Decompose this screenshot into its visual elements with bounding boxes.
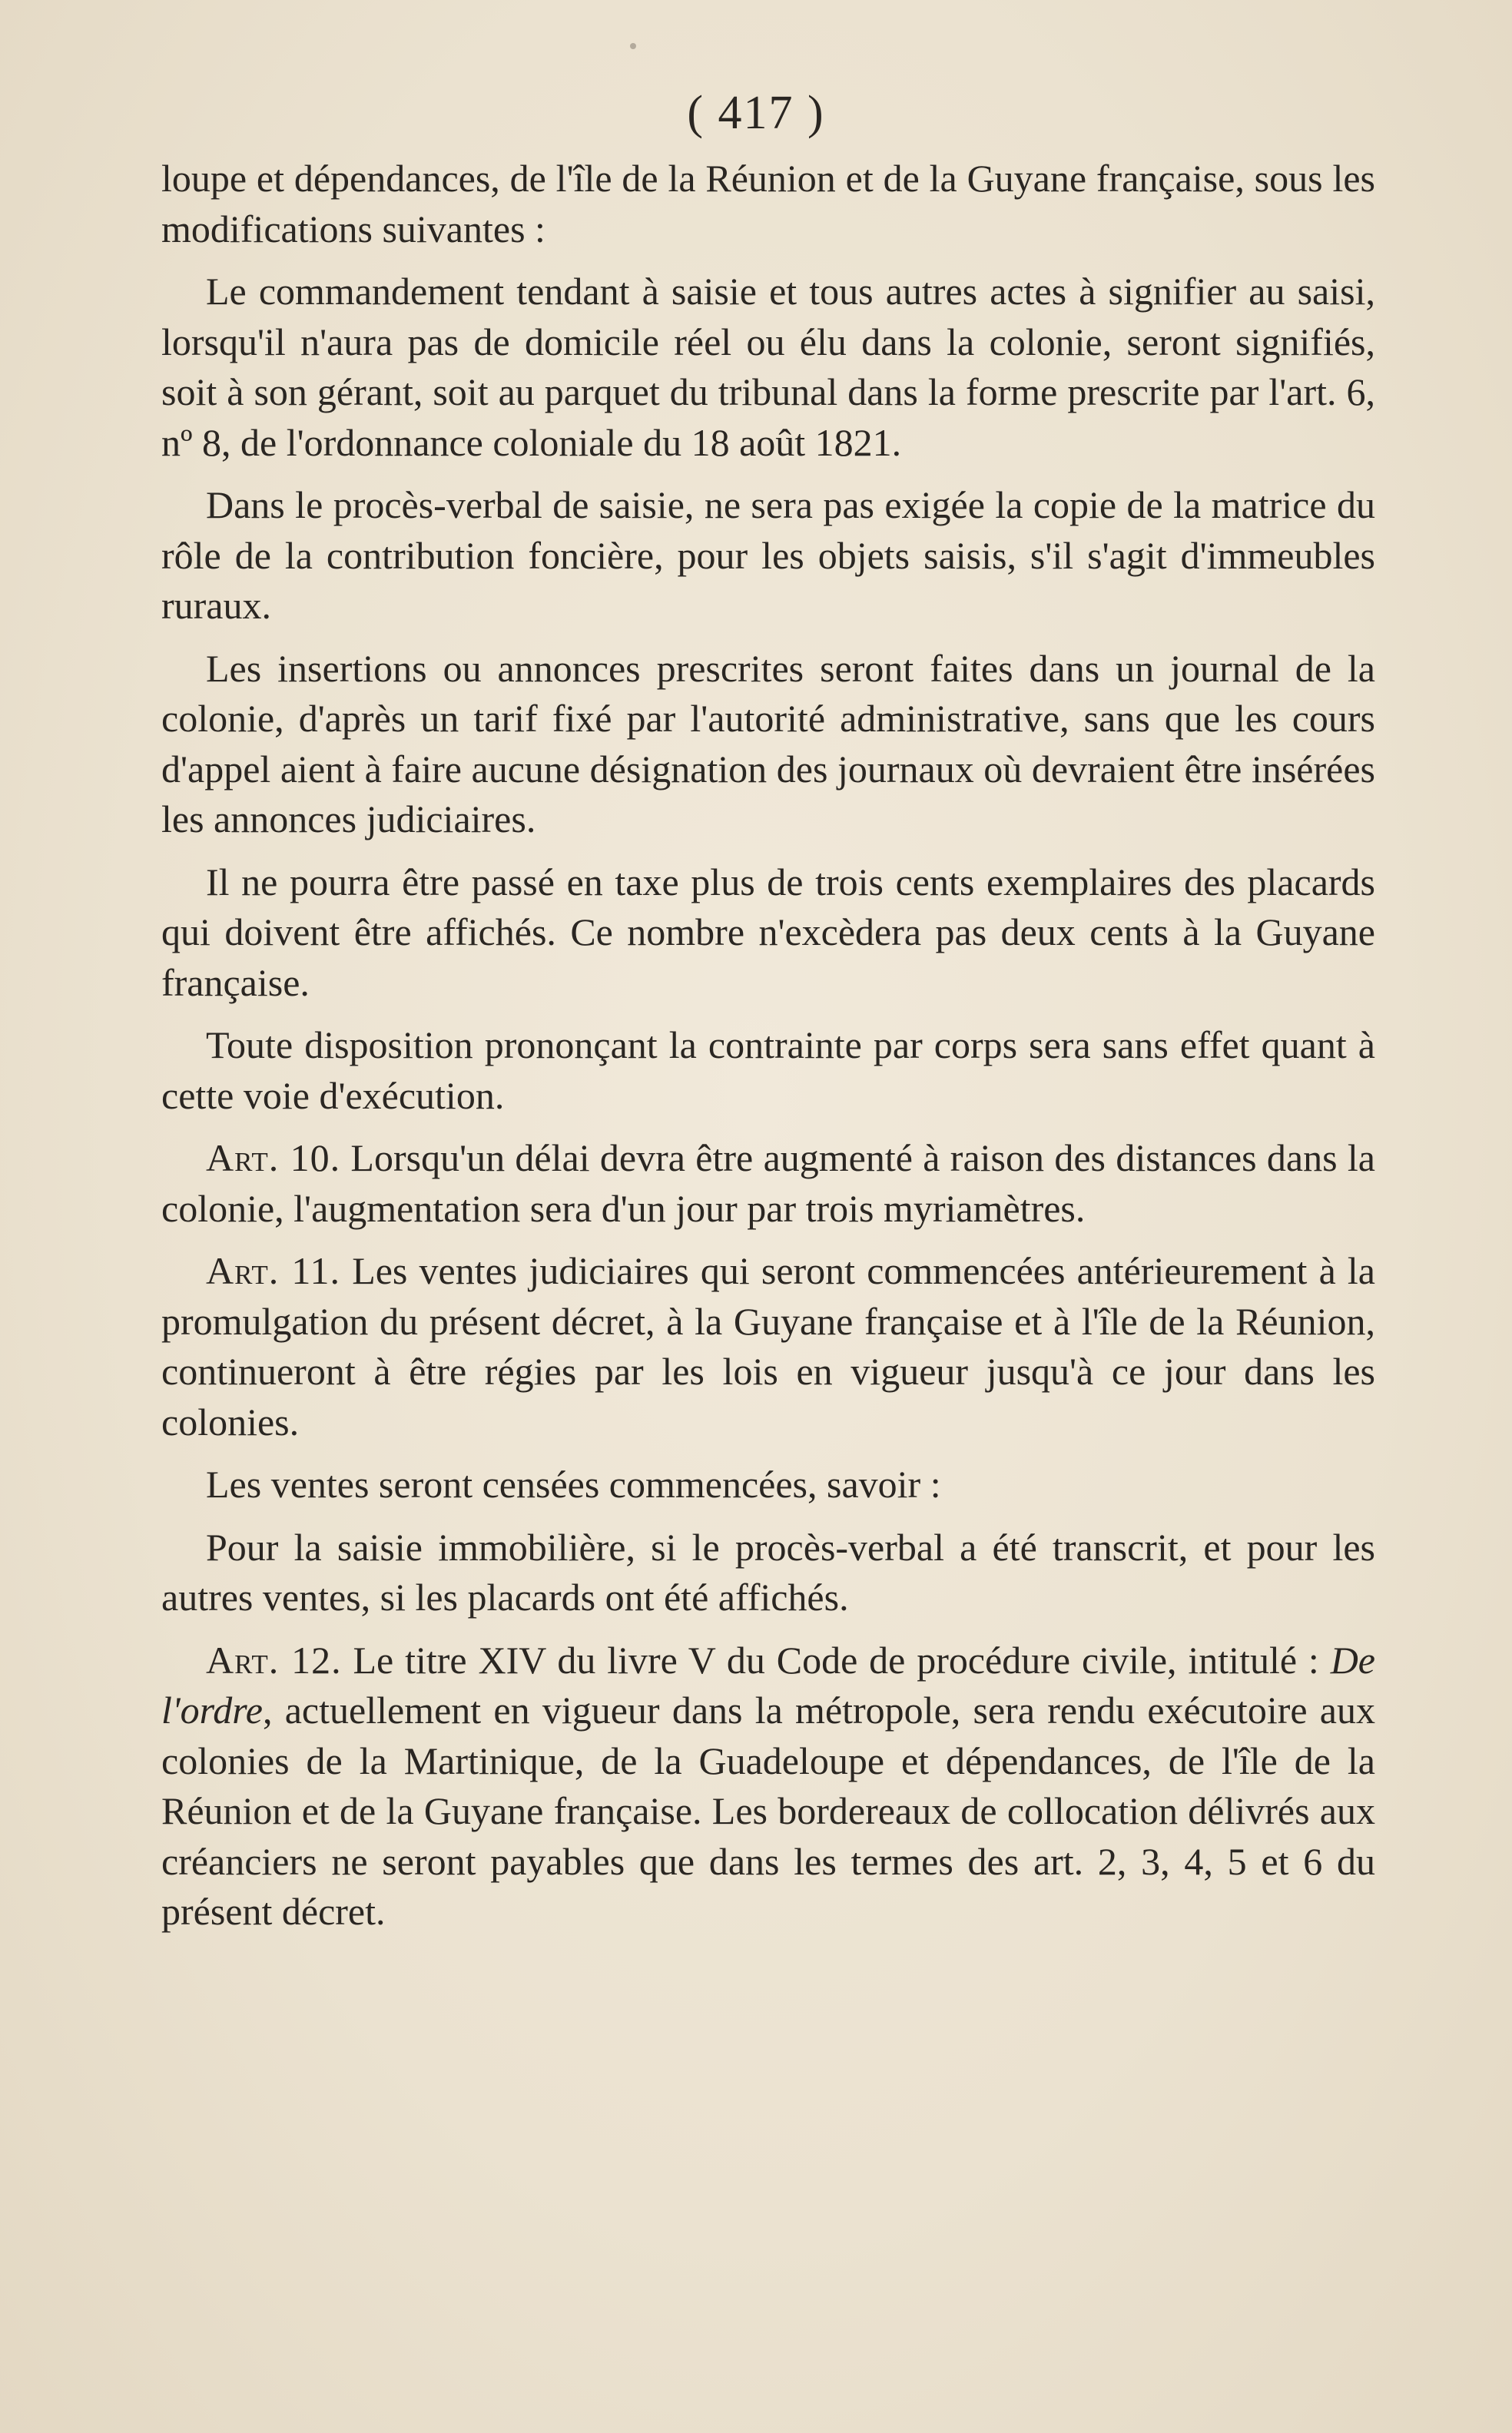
paragraph-commandement: Le commandement tendant à saisie et tous autres actes à signifier au saisi, lorsqu'il n'aura pas de domicile réel ou élu dans la colonie, seront signifiés, soit à son gérant, soit au parquet du tribunal dans la forme prescrite par l'art. 6, nº 8, de l'ordonnance coloniale du 18 août 1821.: [161, 270, 1375, 464]
article-11: [161, 1246, 1375, 1447]
article-10: [161, 1133, 1375, 1234]
body-text: [161, 154, 1375, 1950]
paragraph-saisie-immobiliere: Pour la saisie immobilière, si le procès-verbal a été transcrit, et pour les autres ventes, si les placards ont été affichés.: [161, 1525, 1375, 1619]
article-text-before: Le titre XIV du livre V du Code de procédure civile, intitulé :: [353, 1638, 1319, 1682]
article-title-italic: De l'ordre: [161, 1638, 1376, 1732]
paragraph-placards: Il ne pourra être passé en taxe plus de trois cents exemplaires des placards qui doivent être affichés. Ce nombre n'excèdera pas deux cents à la Guyane française.: [161, 860, 1375, 1004]
paragraph-insertions: Les insertions ou annonces prescrites seront faites dans un journal de la colonie, d'après un tarif fixé par l'autorité administrative, sans que les cours d'appel aient à faire aucune désignation des journaux où devraient être insérées les annonces judiciaires.: [161, 646, 1375, 840]
article-label: Art. 12.: [206, 1638, 342, 1682]
article-text: Les ventes judiciaires qui seront commencées antérieurement à la promulgation du présent décret, à la Guyane française et à l'île de la Réunion, continueront à être régies par les lois en vigueur jusqu'à ce jour dans les colonies.: [161, 1249, 1375, 1444]
page-number: ( 417 ): [687, 87, 825, 139]
article-12: [161, 1636, 1375, 1937]
article-label: Art. 10.: [206, 1136, 341, 1179]
article-text: Lorsqu'un délai devra être augmenté à raison des distances dans la colonie, l'augmentation sera d'un jour par trois myriamètres.: [161, 1136, 1376, 1230]
paragraph-proces-verbal: Dans le procès-verbal de saisie, ne sera pas exigée la copie de la matrice du rôle de la contribution foncière, pour les objets saisis, s'il s'agit d'immeubles ruraux.: [161, 483, 1375, 627]
article-text-after: , actuellement en vigueur dans la métropole, sera rendu exécutoire aux colonies de la Martinique, de la Guadeloupe et dépendances, de l'île de la Réunion et de la Guyane française. Les bordereaux de collocation délivrés aux créanciers ne seront payables que dans les termes des art. 2, 3, 4, 5 et 6 du présent décret.: [161, 1689, 1375, 1933]
ink-speck: [630, 43, 636, 49]
paragraph-contrainte: Toute disposition prononçant la contrainte par corps sera sans effet quant à cette voie d'exécution.: [161, 1023, 1375, 1117]
paragraph-continuation: loupe et dépendances, de l'île de la Réunion et de la Guyane française, sous les modifications suivantes :: [161, 157, 1375, 250]
paragraph-ventes-censees: Les ventes seront censées commencées, savoir :: [206, 1463, 941, 1506]
article-label: Art. 11.: [206, 1249, 341, 1292]
